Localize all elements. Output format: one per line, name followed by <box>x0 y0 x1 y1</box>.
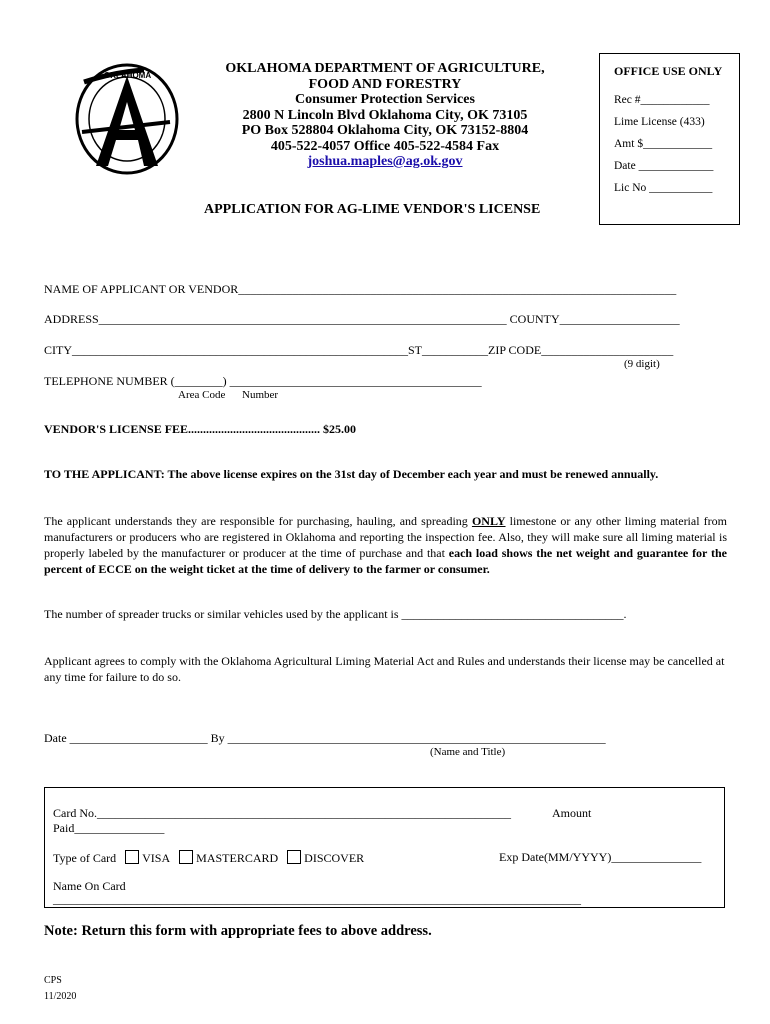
telephone-field[interactable]: TELEPHONE NUMBER (________) __________________________________________ <box>44 374 482 388</box>
office-use-title: OFFICE USE ONLY <box>614 64 723 78</box>
mastercard-label: MASTERCARD <box>196 851 279 865</box>
name-on-card-field[interactable]: ________________________________________________________________________________________ <box>53 892 581 906</box>
header-line: 405-522-4057 Office 405-522-4584 Fax <box>270 138 500 154</box>
header-line: PO Box 528804 Oklahoma City, OK 73152-8804 <box>241 123 529 138</box>
header-line: 2800 N Lincoln Blvd Oklahoma City, OK 73105 <box>242 107 528 123</box>
agreement-paragraph: Applicant agrees to comply with the Oklahoma Agricultural Liming Material Act and Rules and understands their license may be cancelled at any time for failure to do so. <box>44 654 725 684</box>
notice-lead: TO THE APPLICANT: <box>44 467 165 481</box>
date-signature-field[interactable]: Date _______________________ By _______________________________________________________________ <box>44 731 606 745</box>
discover-label: DISCOVER <box>304 851 365 865</box>
office-amount-field: Amt $____________ <box>614 138 713 150</box>
name-title-caption: (Name and Title) <box>430 746 506 758</box>
notice-text: The above license expires on the 31st day of December each year and must be renewed annually. <box>164 467 659 481</box>
header-line: FOOD AND FORESTRY <box>308 76 462 92</box>
amount-label: Amount <box>552 806 592 820</box>
form-code: CPS <box>44 975 62 986</box>
para-part2: limestone or any other liming material from manufacturers or producers who are registered in Oklahoma and reporting the inspection fee. Also, they will make sure all liming material is properly labeled by the manufacturer or producer at the time of purchase and that <box>44 514 728 560</box>
exp-date-field[interactable]: Exp Date(MM/YYYY)_______________ <box>499 850 702 864</box>
return-note: Note: Return this form with appropriate fees to above address. <box>44 923 432 939</box>
payment-box <box>44 787 725 908</box>
logo-text-top: OKLAHOMA <box>104 71 152 80</box>
office-date-field: Date _____________ <box>614 160 714 172</box>
renewal-notice <box>44 466 727 482</box>
card-number-field[interactable]: Card No._____________________________________________________________________ <box>53 806 511 820</box>
name-on-card-label: Name On Card <box>53 879 126 893</box>
only-emphasis: ONLY <box>471 514 506 528</box>
header-line: Consumer Protection Services <box>295 92 475 107</box>
license-fee: VENDOR'S LICENSE FEE............................................ $25.00 <box>44 422 357 436</box>
address-county-field[interactable]: ADDRESS____________________________________________________________________ COUNTY____________________ <box>44 312 680 326</box>
paid-field[interactable]: Paid_______________ <box>53 821 165 835</box>
para-part1: The applicant understands they are responsible for purchasing, hauling, and spreading <box>44 514 472 528</box>
discover-checkbox[interactable] <box>287 850 301 864</box>
header-line: OKLAHOMA DEPARTMENT OF AGRICULTURE, <box>225 61 545 76</box>
number-caption: Number <box>242 389 279 401</box>
visa-label: VISA <box>142 851 171 865</box>
mastercard-checkbox[interactable] <box>179 850 193 864</box>
oklahoma-agriculture-logo <box>74 62 180 176</box>
zip-hint: (9 digit) <box>624 358 660 370</box>
area-code-caption: Area Code <box>178 389 226 401</box>
para-bold: each load shows the net weight and guarantee for the percent of ECCE on the weight ticket at the time of delivery to the farmer or consumer. <box>44 546 727 576</box>
office-use-box <box>599 53 740 225</box>
office-lic-no-field: Lic No ___________ <box>614 182 713 194</box>
applicant-name-field[interactable]: NAME OF APPLICANT OR VENDOR_________________________________________________________________________ <box>44 282 677 296</box>
card-type-label: Type of Card <box>53 851 117 865</box>
responsibility-paragraph <box>44 513 727 577</box>
visa-checkbox[interactable] <box>125 850 139 864</box>
city-state-zip-field[interactable]: CITY________________________________________________________ST___________ZIP CODE______________________ <box>44 343 674 357</box>
office-license-field: Lime License (433) <box>614 116 705 128</box>
form-title: APPLICATION FOR AG-LIME VENDOR'S LICENSE <box>204 202 541 217</box>
contact-email-link[interactable]: joshua.maples@ag.ok.gov <box>307 154 463 169</box>
card-type-row <box>53 850 364 866</box>
form-date: 11/2020 <box>44 991 77 1002</box>
agency-header <box>190 61 580 170</box>
office-rec-field: Rec #____________ <box>614 94 710 106</box>
spreader-trucks-field[interactable]: The number of spreader trucks or similar vehicles used by the applicant is _____________________________________. <box>44 607 627 621</box>
